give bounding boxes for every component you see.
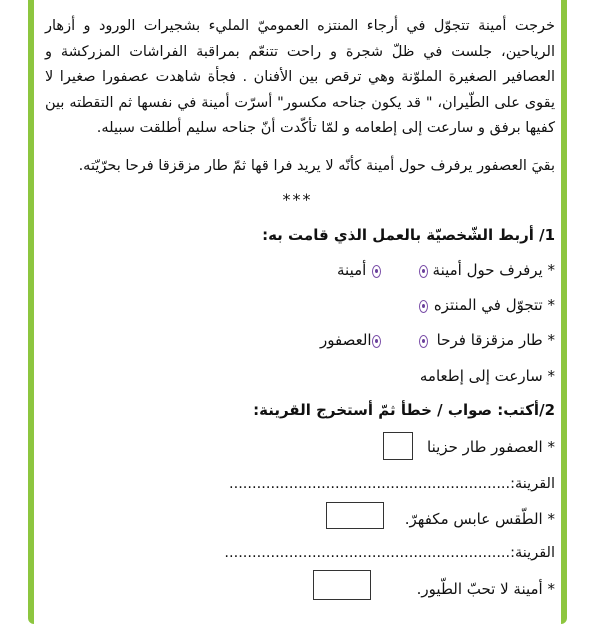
action-item: * طار مزقزقا فرحا <box>436 331 555 349</box>
statement-item: * الطّقس عابس مكفهرّ. <box>404 510 555 528</box>
question-1-heading: 1/ أربط الشّخصيّة بالعمل الذي قامت به: <box>262 226 555 244</box>
clue-line-2[interactable]: القرينة:.............................................................. <box>224 545 555 561</box>
story-paragraph-2: بقيَ العصفور يرفرف حول أمينة كأنّه لا يريد فرا قها ثمّ طار مزقزقا فرحا بحرّيّته. <box>78 158 555 174</box>
clue-line-1[interactable]: القرينة:............................................................. <box>228 476 555 492</box>
match-dot-action-1[interactable] <box>419 265 428 278</box>
question-2-heading: 2/أكتب: صواب / خطأ ثمّ أستخرج القرينة: <box>253 401 555 419</box>
action-item: * تتجوّل في المنتزه <box>433 296 555 314</box>
match-dot-character-1[interactable] <box>372 265 381 278</box>
separator-stars: *** <box>282 190 313 209</box>
action-item: * يرفرف حول أمينة <box>432 261 555 279</box>
match-dot-action-3[interactable] <box>419 335 428 348</box>
answer-box-3[interactable] <box>313 570 371 600</box>
answer-box-1[interactable] <box>383 432 413 460</box>
action-item: * سارعت إلى إطعامه <box>419 367 555 385</box>
match-dot-action-2[interactable] <box>419 300 428 313</box>
story-paragraph-1: خرجت أمينة تتجوّل في أرجاء المنتزه العموميّ المليء بشجيرات الورود و أزهار الرياحين، جلست في ظلّ شجرة و راحت تتنعّم بمراقبة الفراشات المزركشة و العصافير الصغيرة الملوّنة وهي ترقص بين الأفنان . فجأة شاهدت عصفورا صغيرا لا يقوى على الطّيران، " قد يكون جناحه مكسور" أسرّت أمينة في نفسها ثم التقطته بين كفيها برفق و سارعت إلى إطعامه و لمّا تأكّدت أنّ جناحه سليم أطلقت سبيله. <box>45 18 555 136</box>
character-item: العصفور <box>320 331 372 349</box>
match-dot-character-2[interactable] <box>372 335 381 348</box>
statement-item: * العصفور طار حزينا <box>427 438 555 456</box>
answer-box-2[interactable] <box>326 502 384 529</box>
character-item: أمينة <box>337 261 367 279</box>
statement-item: * أمينة لا تحبّ الطّيور. <box>416 580 555 598</box>
